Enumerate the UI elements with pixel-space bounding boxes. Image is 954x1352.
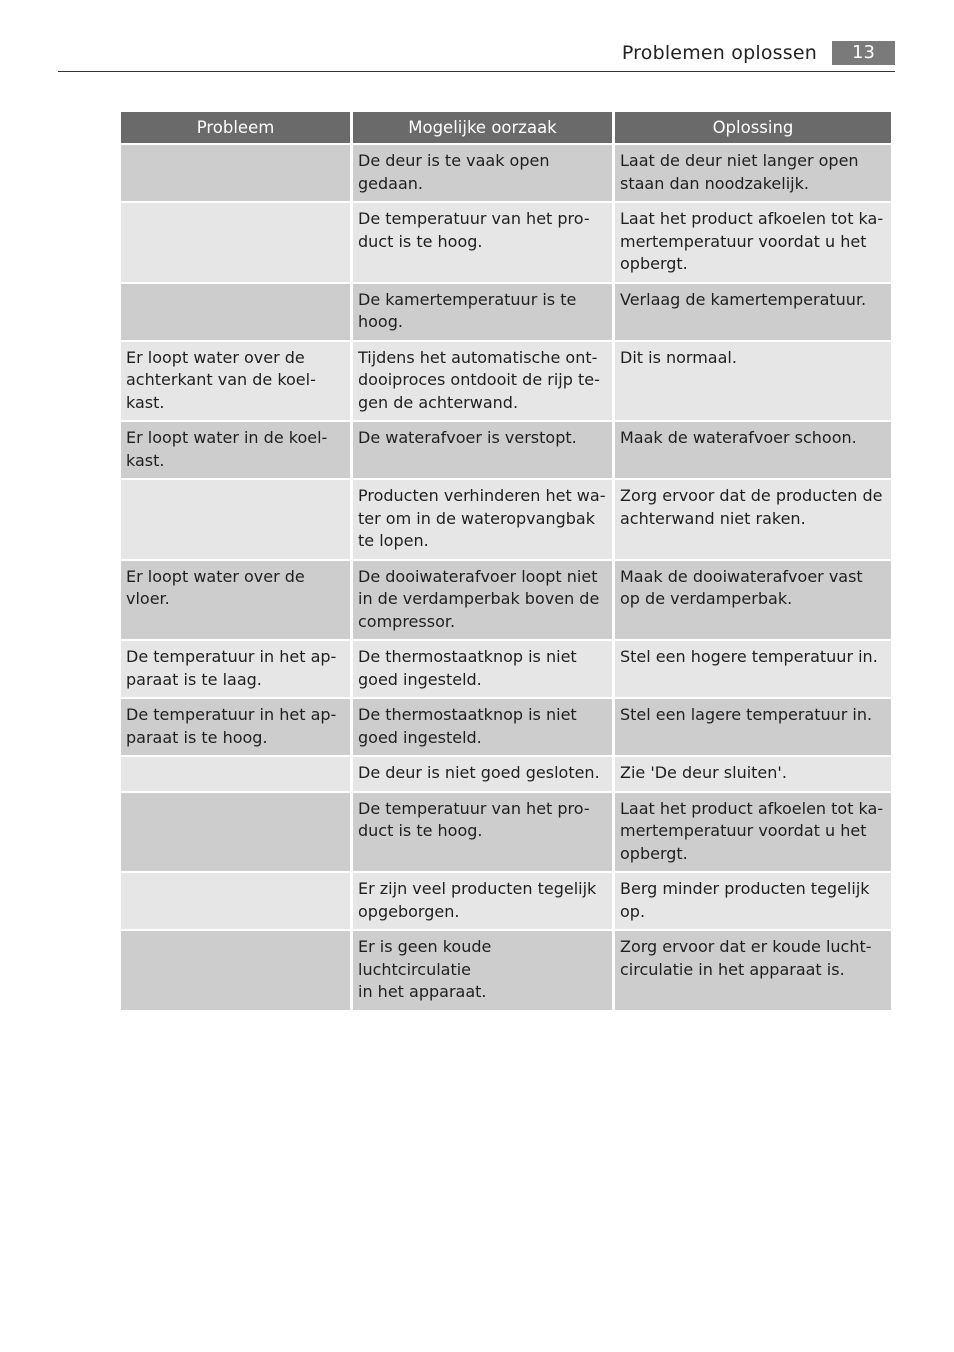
cause-cell: De thermostaatknop is niet goed ingesteld. [353,699,612,755]
problem-cell: Er loopt water over de vloer. [121,561,350,640]
problem-cell [121,757,350,791]
cause-cell: De thermostaatknop is niet goed ingesteld. [353,641,612,697]
table-row [121,284,891,340]
problem-cell: Er loopt water in de koel- kast. [121,422,350,478]
solution-cell: Dit is normaal. [615,342,891,421]
solution-cell: Zorg ervoor dat de producten de achterwand niet raken. [615,480,891,559]
solution-cell: Zie 'De deur sluiten'. [615,757,891,791]
solution-cell: Maak de dooiwaterafvoer vast op de verdamperbak. [615,561,891,640]
troubleshooting-table [118,110,894,1012]
page-header [58,40,895,72]
table-body [121,145,891,1010]
problem-cell [121,480,350,559]
table-row [121,480,891,559]
solution-cell: Berg minder producten tegelijk op. [615,873,891,929]
solution-cell: Maak de waterafvoer schoon. [615,422,891,478]
column-header-problem: Probleem [121,112,350,143]
solution-cell: Zorg ervoor dat er koude lucht- circulatie in het apparaat is. [615,931,891,1010]
solution-cell: Stel een lagere temperatuur in. [615,699,891,755]
table-row [121,757,891,791]
table-row [121,699,891,755]
cause-cell: De kamertemperatuur is te hoog. [353,284,612,340]
problem-cell [121,145,350,201]
table-row [121,203,891,282]
table-row [121,931,891,1010]
table-row [121,561,891,640]
cause-cell: De deur is niet goed gesloten. [353,757,612,791]
cause-cell: De deur is te vaak open gedaan. [353,145,612,201]
cause-cell: De temperatuur van het pro- duct is te hoog. [353,203,612,282]
solution-cell: Laat de deur niet langer open staan dan noodzakelijk. [615,145,891,201]
cause-cell: Tijdens het automatische ont- dooiproces ontdooit de rijp te- gen de achterwand. [353,342,612,421]
column-header-cause: Mogelijke oorzaak [353,112,612,143]
table-row [121,145,891,201]
page-number: 13 [832,41,895,65]
solution-cell: Verlaag de kamertemperatuur. [615,284,891,340]
table-row [121,641,891,697]
cause-cell: De temperatuur van het pro- duct is te hoog. [353,793,612,872]
section-title: Problemen oplossen [621,42,817,64]
problem-cell: Er loopt water over de achterkant van de koel- kast. [121,342,350,421]
problem-cell [121,931,350,1010]
solution-cell: Stel een hogere temperatuur in. [615,641,891,697]
problem-cell [121,284,350,340]
column-header-solution: Oplossing [615,112,891,143]
table-row [121,422,891,478]
problem-cell: De temperatuur in het ap- paraat is te laag. [121,641,350,697]
table-header-row [121,112,891,143]
cause-cell: Er zijn veel producten tegelijk opgeborgen. [353,873,612,929]
problem-cell [121,873,350,929]
cause-cell: De waterafvoer is verstopt. [353,422,612,478]
solution-cell: Laat het product afkoelen tot ka- mertemperatuur voordat u het opbergt. [615,793,891,872]
cause-cell: Er is geen koude luchtcirculatie in het apparaat. [353,931,612,1010]
table-row [121,873,891,929]
problem-cell: De temperatuur in het ap- paraat is te hoog. [121,699,350,755]
solution-cell: Laat het product afkoelen tot ka- mertemperatuur voordat u het opbergt. [615,203,891,282]
table-row [121,342,891,421]
cause-cell: De dooiwaterafvoer loopt niet in de verdamperbak boven de compressor. [353,561,612,640]
problem-cell [121,793,350,872]
cause-cell: Producten verhinderen het wa- ter om in de wateropvangbak te lopen. [353,480,612,559]
problem-cell [121,203,350,282]
table-row [121,793,891,872]
